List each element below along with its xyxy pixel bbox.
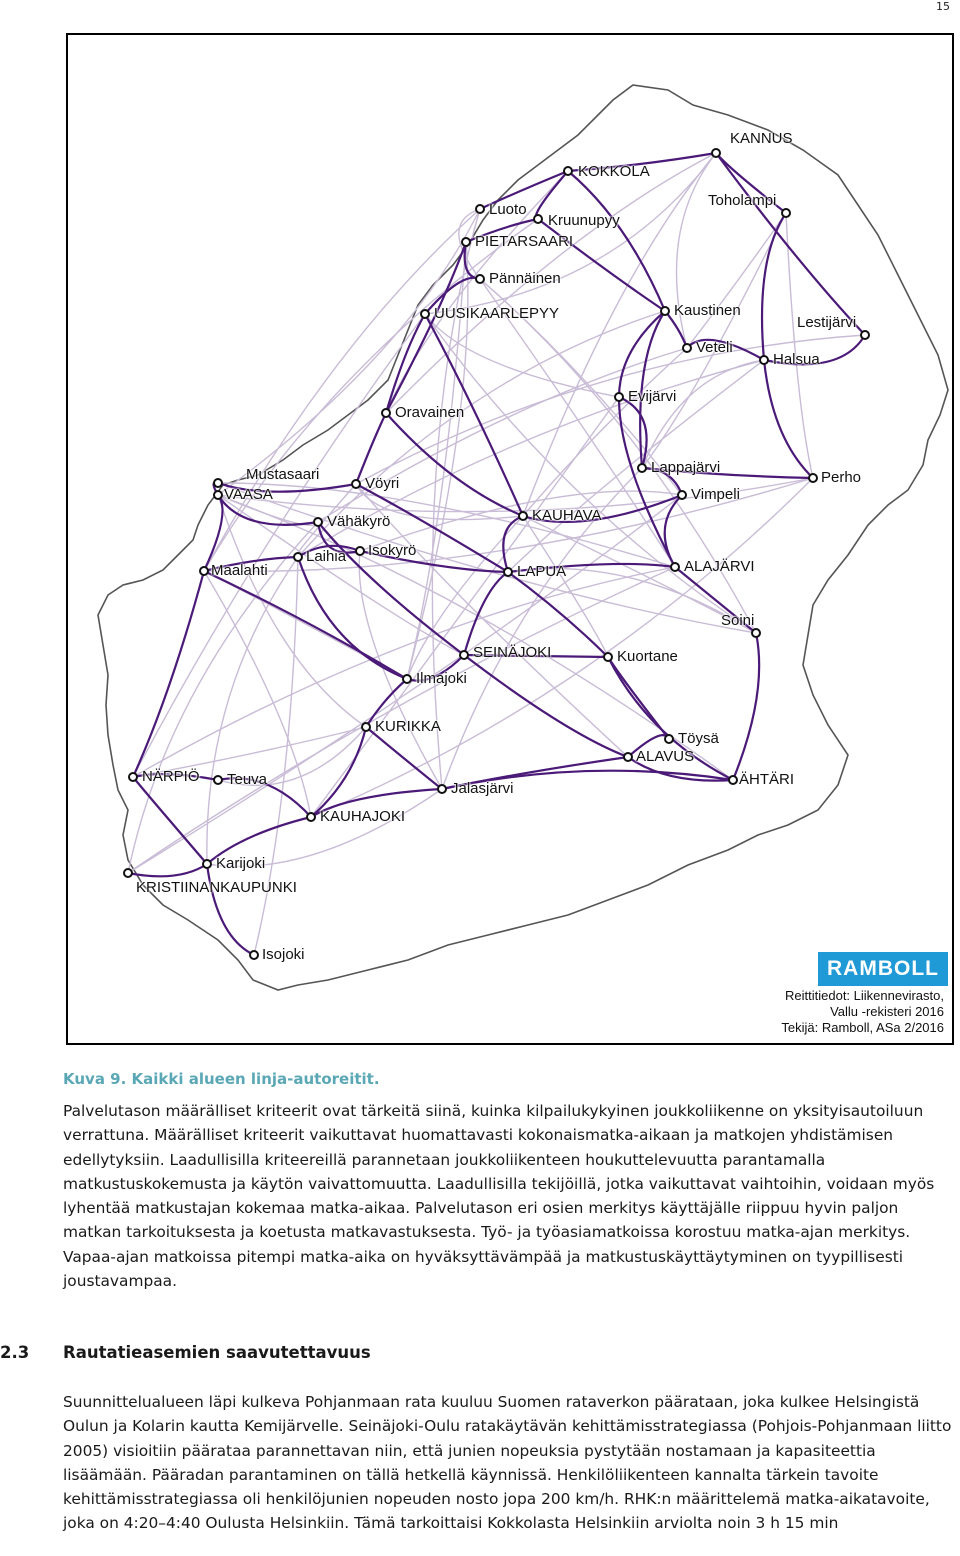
- place-label: Laihia: [306, 548, 347, 565]
- bus-route-line: [207, 864, 254, 955]
- place-marker: [729, 776, 737, 784]
- map-credit-line: Vallu -rekisteri 2016: [830, 1004, 944, 1019]
- place-marker: [678, 491, 686, 499]
- place-marker: [214, 491, 222, 499]
- place-label: Vimpeli: [691, 486, 740, 503]
- ramboll-logo: RAMBOLL: [818, 952, 948, 986]
- place-label: Vähäkyrö: [327, 513, 391, 530]
- road-line: [687, 213, 786, 348]
- place-label: Karijoki: [216, 855, 266, 872]
- place-marker: [356, 547, 364, 555]
- place-label: Isojoki: [262, 946, 305, 963]
- place-label: Pännäinen: [489, 270, 561, 287]
- place-label: Isokyrö: [368, 542, 417, 559]
- place-label: SEINÄJOKI: [473, 644, 552, 661]
- section-title: Rautatieasemien saavutettavuus: [63, 1343, 371, 1362]
- place-marker: [604, 653, 612, 661]
- place-label: Kaustinen: [674, 302, 741, 319]
- map-credit-line: Tekijä: Ramboll, ASa 2/2016: [781, 1020, 944, 1035]
- place-label: Mustasaari: [246, 466, 320, 483]
- place-marker: [460, 651, 468, 659]
- place-marker: [124, 869, 132, 877]
- place-marker: [661, 307, 669, 315]
- place-marker: [476, 275, 484, 283]
- place-label: KAUHAJOKI: [320, 808, 406, 825]
- road-line: [642, 360, 764, 468]
- place-marker: [615, 393, 623, 401]
- place-label: Jalasjärvi: [451, 780, 514, 797]
- section-heading: [0, 1343, 371, 1362]
- place-label: Vöyri: [365, 475, 400, 492]
- place-label: LAPUA: [517, 563, 567, 580]
- place-marker: [214, 776, 222, 784]
- place-label: KRISTIINANKAUPUNKI: [136, 879, 297, 896]
- place-label: KAUHAVA: [532, 507, 602, 524]
- place-marker: [809, 474, 817, 482]
- place-label: Halsua: [773, 351, 820, 368]
- place-marker: [712, 149, 720, 157]
- bus-route-line: [366, 727, 442, 789]
- place-label: Ilmajoki: [416, 670, 467, 687]
- bus-route-line: [386, 314, 425, 413]
- place-marker: [671, 563, 679, 571]
- place-marker: [421, 310, 429, 318]
- place-marker: [250, 951, 258, 959]
- bus-route-line: [464, 655, 628, 757]
- bus-route-line: [298, 557, 407, 679]
- bus-route-line: [464, 572, 508, 655]
- place-marker: [462, 238, 470, 246]
- place-marker: [861, 331, 869, 339]
- place-marker: [307, 813, 315, 821]
- place-label: Kruunupyy: [548, 212, 620, 229]
- place-marker: [564, 167, 572, 175]
- place-marker: [403, 675, 411, 683]
- place-label: Evijärvi: [628, 388, 677, 405]
- place-marker: [129, 773, 137, 781]
- place-label: KANNUS: [730, 130, 793, 147]
- place-marker: [214, 479, 222, 487]
- section-number: 2.3: [0, 1343, 30, 1362]
- place-label: Soini: [721, 612, 755, 629]
- bus-route-line: [762, 213, 786, 360]
- bus-route-line: [568, 171, 665, 311]
- place-label: Töysä: [678, 730, 719, 747]
- bus-route-map: [66, 33, 954, 1045]
- place-marker: [624, 753, 632, 761]
- place-marker: [362, 723, 370, 731]
- road-line: [786, 213, 813, 478]
- place-label: Maalahti: [211, 562, 268, 579]
- place-marker: [519, 512, 527, 520]
- place-marker: [504, 568, 512, 576]
- body-paragraph: Suunnittelualueen läpi kulkeva Pohjanmaan rata kuuluu Suomen rataverkon päärataan, joka kulkee Helsingistä Oulun ja Kolarin kautta Kemijärvelle. Seinäjoki-Oulu ratakäytävän kehittämisstrategiassa (Pohjois-Pohjanmaan liitto 2005) visioitiin päärataa parannettavan niin, että junien nopeuksia pystytään nostamaan ja kapasiteettia lisäämään. Pääradan parantaminen on tällä hetkellä käynnissä. Henkilöliikenteen kannalta tärkein tavoite kehittämisstrategiassa oli henkilöjunien nopeuden nosto jopa 200 km/h. RHK:n määrittelemä matka-aikatavoite, joka on 4:20–4:40 Oulusta Helsinkiin. Tämä tarkoittaisi Kokkolasta Helsinkiin arviolta noin 3 h 15 min: [63, 1393, 952, 1533]
- place-label: KURIKKA: [375, 718, 441, 735]
- place-label: KOKKOLA: [578, 163, 650, 180]
- place-label: ALAJÄRVI: [684, 558, 755, 575]
- place-marker: [638, 464, 646, 472]
- place-marker: [752, 629, 760, 637]
- place-label: PIETARSAARI: [475, 233, 574, 250]
- place-marker: [382, 409, 390, 417]
- place-marker: [665, 735, 673, 743]
- bus-route-line: [133, 777, 207, 864]
- road-line: [356, 484, 628, 757]
- place-marker: [683, 344, 691, 352]
- place-marker: [476, 205, 484, 213]
- place-marker: [200, 567, 208, 575]
- place-marker: [314, 518, 322, 526]
- place-marker: [782, 209, 790, 217]
- bus-route-line: [764, 360, 813, 478]
- place-label: Veteli: [696, 339, 733, 356]
- place-label: Luoto: [489, 201, 527, 218]
- figure-caption: Kuva 9. Kaikki alueen linja-autoreitit.: [63, 1070, 380, 1088]
- place-label: ALAVUS: [636, 748, 695, 765]
- place-label: ÄHTÄRI: [739, 771, 795, 788]
- place-label: NÄRPIÖ: [142, 768, 200, 785]
- place-label: Teuva: [227, 771, 268, 788]
- map-credit-line: Reittitiedot: Liikennevirasto,: [785, 988, 944, 1003]
- place-label: Oravainen: [395, 404, 465, 421]
- page-number: 15: [936, 0, 950, 13]
- place-label: Lestijärvi: [797, 314, 857, 331]
- place-label: Perho: [821, 469, 862, 486]
- place-label: Lappajärvi: [651, 459, 721, 476]
- body-paragraph: Palvelutason määrälliset kriteerit ovat tärkeitä siinä, kuinka kilpailukykyinen joukkoliikenne on yksityisautoiluun verrattuna. Määrälliset kriteerit vaikuttavat huomattavasti kokonaismatka-aikaan ja matkojen yhdistämisen edellytyksiin. Laadullisilla kriteereillä parannetaan joukkoliikenteen houkuttelevuutta parantamalla matkustuskokemusta ja käytön vaivattomuutta. Laadullisilla tekijöillä, jotka vaikuttavat vaihtoihin, voidaan myös lyhentää matkustajan kokemaa matka-aikaa. Palvelutason eri osien merkitys käyttäjälle riippuu hyvin paljon matkan tarkoituksesta ja koetusta matkavastuksesta. Työ- ja työasiamatkoissa korostuu matka-ajan merkitys. Vapaa-ajan matkoissa pitempi matka-aika on hyväksyttävämpää ja matkustuskäyttäytyminen on tyypillisesti joustavampaa.: [63, 1102, 935, 1291]
- place-marker: [352, 480, 360, 488]
- road-line: [218, 209, 480, 495]
- place-label: Toholampi: [708, 192, 777, 209]
- place-marker: [294, 553, 302, 561]
- place-marker: [203, 860, 211, 868]
- bus-route-line: [733, 633, 759, 780]
- place-label: Kuortane: [617, 648, 678, 665]
- place-marker: [534, 215, 542, 223]
- place-label: VAASA: [224, 486, 273, 503]
- place-marker: [438, 785, 446, 793]
- road-line: [207, 557, 298, 864]
- place-marker: [760, 356, 768, 364]
- place-label: UUSIKAARLEPYY: [434, 305, 560, 322]
